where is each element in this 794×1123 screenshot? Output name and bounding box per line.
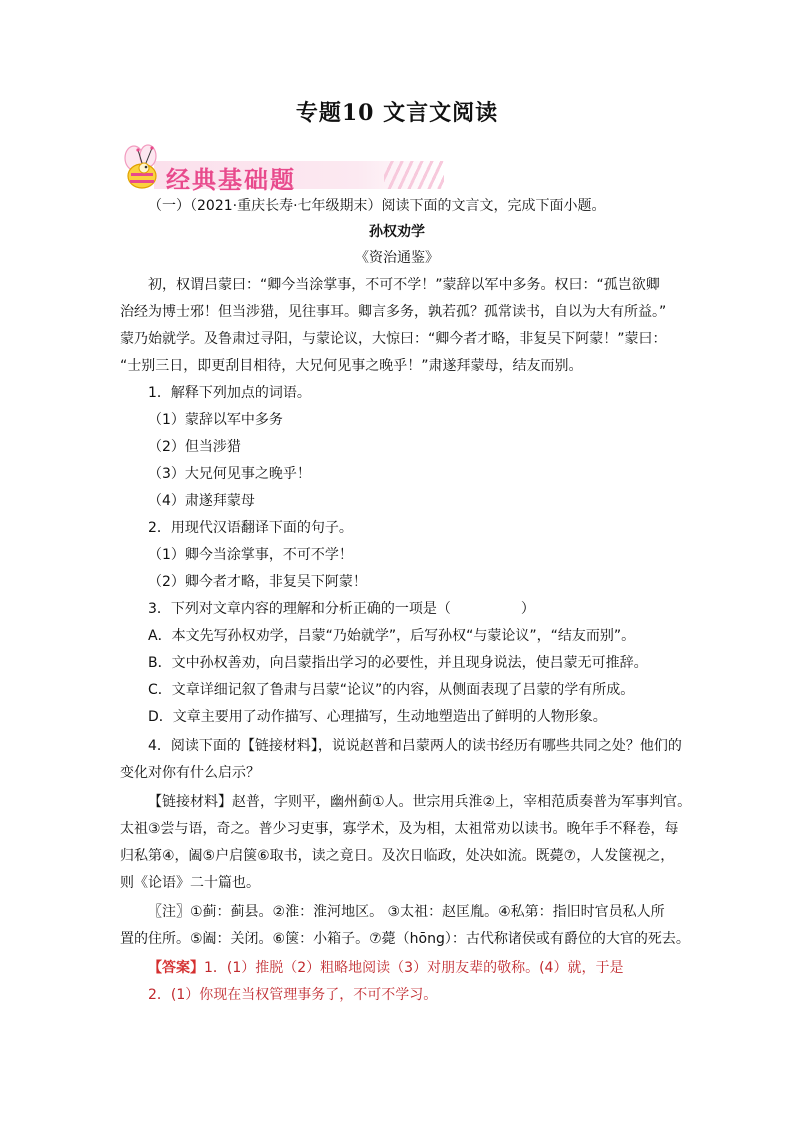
question-3-option-c: C．文章详细记叙了鲁肃与吕蒙“论议”的内容，从侧面表现了吕蒙的学有所成。 [148,682,635,698]
answer-line-1 [148,958,708,978]
question-1-item: （1）蒙辞以军中多务 [148,412,283,428]
notes-line: 置的住所。⑤阖：关闭。⑥箧：小箱子。⑦薨（hōng）：古代称诸侯或有爵位的大官的死去。 [120,931,690,947]
bee-icon [118,140,166,196]
passage-line: 初，权谓吕蒙曰：“卿今当涂掌事，不可不学！”蒙辞以军中多务。权曰：“孤岂欲卿 [148,277,660,293]
question-3-option-d: D．文章主要用了动作描写、心理描写，生动地塑造出了鲜明的人物形象。 [148,709,607,725]
passage-line: 蒙乃始就学。及鲁肃过寻阳，与蒙论议，大惊曰：“卿今者才略，非复吴下阿蒙！”蒙曰： [120,331,667,347]
answer-label: 【答案】 [148,960,204,976]
question-1-stem: 1．解释下列加点的词语。 [148,385,311,401]
passage-source: 《资治通鉴》 [355,250,439,266]
question-1-item: （2）但当涉猎 [148,439,241,455]
question-3-option-b: B．文中孙权善劝，向吕蒙指出学习的必要性，并且现身说法，使吕蒙无可推辞。 [148,655,648,671]
question-2-item: （2）卿今者才略，非复吴下阿蒙！ [148,574,367,590]
answer-line-2: 2．(1）你现在当权管理事务了，不可不学习。 [148,987,438,1003]
question-3-stem: 3．下列对文章内容的理解和分析正确的一项是（ ） [148,601,535,617]
question-4-stem: 4．阅读下面的【链接材料】，说说赵普和吕蒙两人的读书经历有哪些共同之处？他们的 [148,738,682,754]
question-2-item: （1）卿今当涂掌事，不可不学！ [148,547,353,563]
material-line: 太祖③尝与语，奇之。普少习吏事，寡学术，及为相，太祖常劝以读书。晚年手不释卷，每 [120,821,679,837]
banner-label: 经典基础题 [166,166,296,194]
question-2-stem: 2．用现代汉语翻译下面的句子。 [148,520,353,536]
question-4-stem: 变化对你有什么启示？ [120,765,260,781]
intro-line: （一）（2021·重庆长寿·七年级期末）阅读下面的文言文，完成下面小题。 [148,198,606,214]
material-line: 则《论语》二十篇也。 [120,875,260,891]
page-title: 专题10 文言文阅读 [295,100,499,126]
answer-text: 1．(1）推脱（2）粗略地阅读（3）对朋友辈的敬称。(4）就，于是 [204,960,624,976]
section-banner [118,140,338,198]
question-1-item: （3）大兄何见事之晚乎！ [148,466,311,482]
question-3-option-a: A．本文先写孙权劝学，吕蒙“乃始就学”，后写孙权“与蒙论议”，“结友而别”。 [148,628,636,644]
passage-title: 孙权劝学 [369,224,425,240]
passage-line: 治经为博士邪！但当涉猎，见往事耳。卿言多务，孰若孤？孤常读书，自以为大有所益。” [120,304,667,320]
question-1-item: （4）肃遂拜蒙母 [148,493,255,509]
material-line: 归私第④，阖⑤户启箧⑥取书，读之竟日。及次日临政，处决如流。既薨⑦，人发箧视之， [120,848,675,864]
material-line: 【链接材料】赵普，字则平，幽州蓟①人。世宗用兵淮②上，宰相范质奏普为军事判官。 [148,794,692,810]
notes-line: 〖注〗①蓟：蓟县。②淮：淮河地区。 ③太祖：赵匡胤。④私第：指旧时官员私人所 [148,904,665,920]
passage-line: “士别三日，即更刮目相待，大兄何见事之晚乎！”肃遂拜蒙母，结友而别。 [120,358,583,374]
